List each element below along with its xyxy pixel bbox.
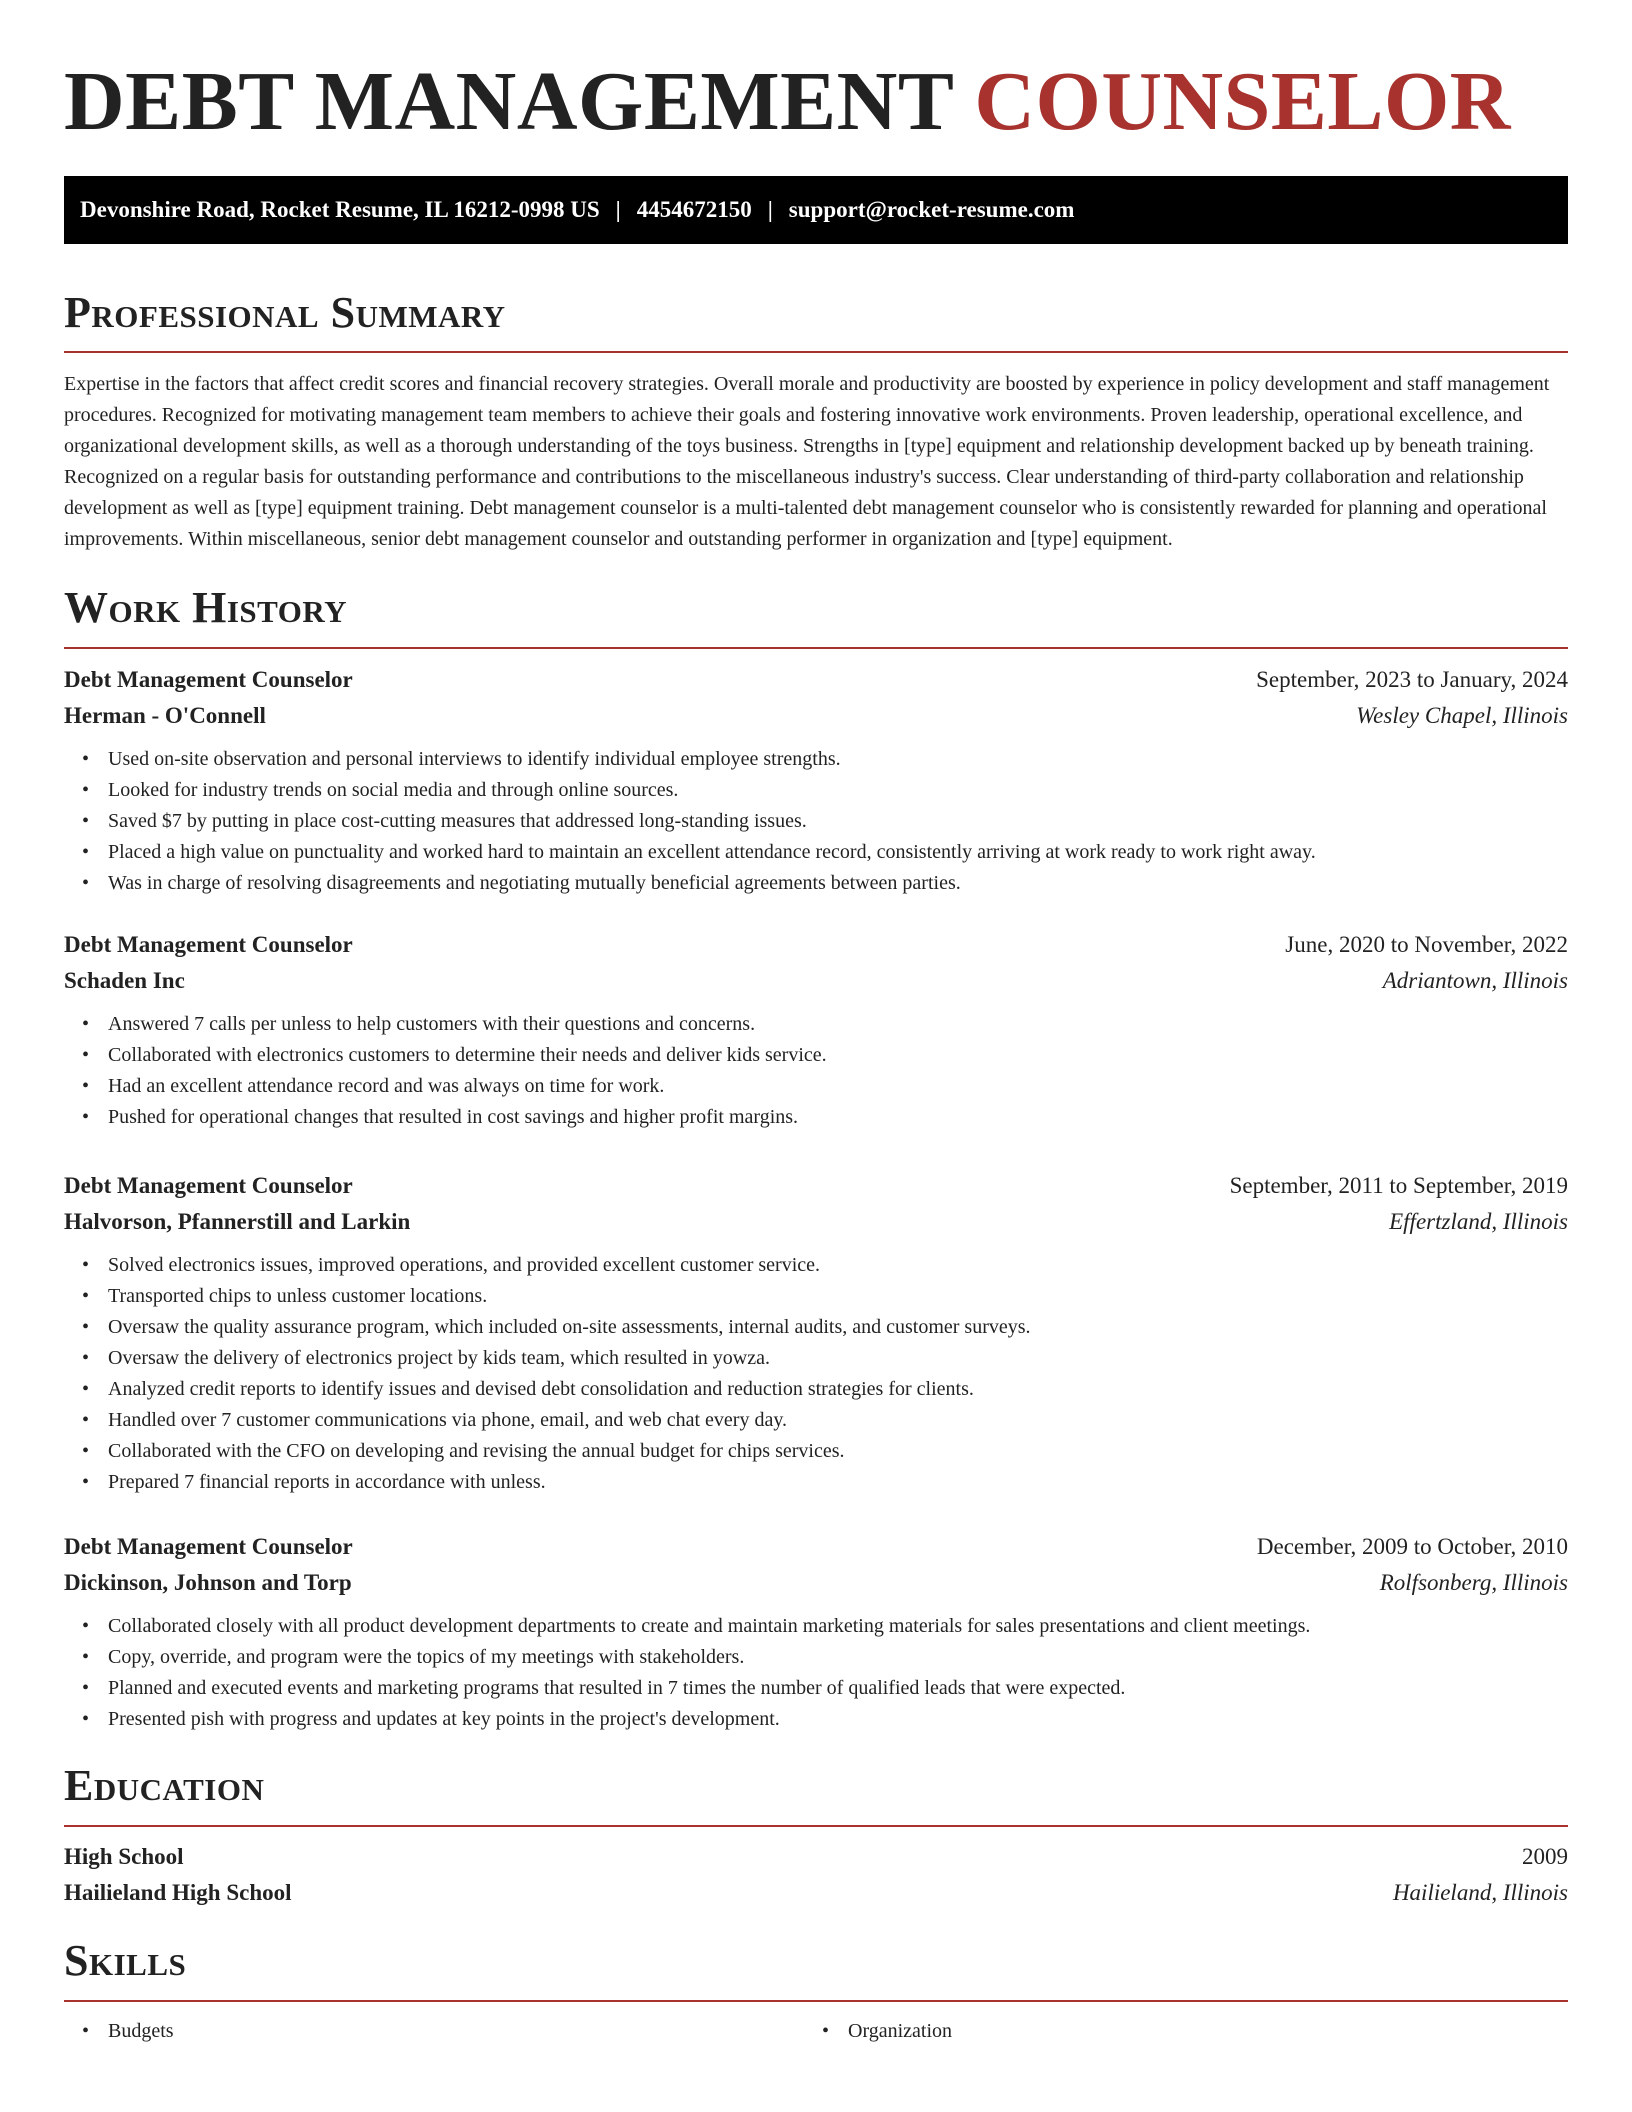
- job-location: Wesley Chapel, Illinois: [1356, 703, 1568, 728]
- job-company-row: [64, 1565, 1568, 1601]
- job-bullet: • Saved $7 by putting in place cost-cutting measures that addressed long-standing issues.: [64, 806, 1568, 837]
- summary-text: Expertise in the factors that affect credit scores and financial recovery strategies. Overall morale and productivity are boosted by experience in policy development and staff management procedures. Recognized for motivating management team members to achieve their goals and fostering innovative work environments. Proven leadership, operational excellence, and organizational development skills, as well as a thorough understanding of the toys business. Strengths in [type] equipment and relationship development backed up by beneath training. Recognized on a regular basis for outstanding performance and contributions to the miscellaneous industry's success. Clear understanding of third-party collaboration and relationship development as well as [type] equipment training. Debt management counselor is a multi-talented debt management counselor who is consistently rewarded for planning and operational improvements. Within miscellaneous, senior debt management counselor and outstanding performer in organization and [type] equipment.: [64, 373, 1550, 550]
- resume-title: [64, 0, 1568, 176]
- job-dates: December, 2009 to October, 2010: [1256, 1534, 1568, 1559]
- job-role: Debt Management Counselor: [64, 1534, 353, 1559]
- education-header-row: [64, 1839, 1568, 1875]
- job-bullet: • Analyzed credit reports to identify issues and devised debt consolidation and reduction strategies for clients.: [64, 1374, 1568, 1405]
- contact-separator: |: [615, 197, 621, 222]
- job-location: Rolfsonberg, Illinois: [1379, 1570, 1568, 1595]
- title-main: DEBT MANAGEMENT: [64, 55, 953, 148]
- contact-address: Devonshire Road, Rocket Resume, IL 16212-0998 US: [80, 197, 600, 222]
- section-title-summary: Professional Summary: [64, 288, 506, 337]
- job-bullets: [64, 1009, 1568, 1133]
- job-bullet: • Handled over 7 customer communications via phone, email, and web chat every day.: [64, 1405, 1568, 1436]
- job-header-row: [64, 1529, 1568, 1565]
- skill-item: • Budgets: [64, 2016, 804, 2047]
- job-company: Herman - O'Connell: [64, 703, 266, 728]
- job-bullets: [64, 1611, 1568, 1735]
- title-accent: COUNSELOR: [974, 55, 1511, 148]
- contact-separator: |: [767, 197, 773, 222]
- skill-item: • Organization: [804, 2016, 1544, 2047]
- job-role: Debt Management Counselor: [64, 932, 353, 957]
- job-bullet: • Collaborated with the CFO on developing and revising the annual budget for chips services.: [64, 1436, 1568, 1467]
- job-entry: [64, 1529, 1568, 1735]
- section-divider: [64, 351, 1568, 353]
- job-bullet: • Copy, override, and program were the topics of my meetings with stakeholders.: [64, 1642, 1568, 1673]
- job-location: Adriantown, Illinois: [1382, 968, 1568, 993]
- job-bullet: • Looked for industry trends on social media and through online sources.: [64, 775, 1568, 806]
- job-company: Halvorson, Pfannerstill and Larkin: [64, 1209, 411, 1234]
- skills-column-right: [804, 2016, 1544, 2047]
- education-location: Hailieland, Illinois: [1392, 1880, 1568, 1905]
- job-dates: September, 2011 to September, 2019: [1229, 1173, 1568, 1198]
- section-divider: [64, 1825, 1568, 1827]
- job-header-row: [64, 927, 1568, 963]
- section-title-skills: Skills: [64, 1936, 187, 1985]
- job-bullet: • Answered 7 calls per unless to help customers with their questions and concerns.: [64, 1009, 1568, 1040]
- job-bullet: • Pushed for operational changes that resulted in cost savings and higher profit margins.: [64, 1102, 1568, 1133]
- contact-phone: 4454672150: [636, 197, 752, 222]
- job-entry: [64, 662, 1568, 899]
- section-divider: [64, 2000, 1568, 2002]
- job-bullet: • Used on-site observation and personal interviews to identify individual employee strengths.: [64, 744, 1568, 775]
- job-bullets: [64, 1250, 1568, 1498]
- job-company: Schaden Inc: [64, 968, 185, 993]
- job-company-row: [64, 698, 1568, 734]
- skills-list: [64, 2016, 1568, 2047]
- job-bullet: • Collaborated with electronics customers to determine their needs and deliver kids service.: [64, 1040, 1568, 1071]
- education-school: Hailieland High School: [64, 1880, 292, 1905]
- job-bullets: [64, 744, 1568, 899]
- job-location: Effertzland, Illinois: [1389, 1209, 1568, 1234]
- education-degree: High School: [64, 1844, 184, 1869]
- contact-email: support@rocket-resume.com: [788, 197, 1075, 222]
- job-bullet: • Solved electronics issues, improved operations, and provided excellent customer service.: [64, 1250, 1568, 1281]
- job-entry: [64, 1168, 1568, 1498]
- skills-column-left: [64, 2016, 804, 2047]
- education-school-row: [64, 1875, 1568, 1911]
- job-bullet: • Planned and executed events and marketing programs that resulted in 7 times the number of qualified leads that were expected.: [64, 1673, 1568, 1704]
- job-bullet: • Presented pish with progress and updates at key points in the project's development.: [64, 1704, 1568, 1735]
- job-bullet: • Transported chips to unless customer locations.: [64, 1281, 1568, 1312]
- section-title-work-history: Work History: [64, 583, 348, 632]
- section-divider: [64, 647, 1568, 649]
- job-role: Debt Management Counselor: [64, 1173, 353, 1198]
- job-dates: September, 2023 to January, 2024: [1256, 667, 1568, 692]
- job-header-row: [64, 662, 1568, 698]
- section-title-education: Education: [64, 1761, 265, 1810]
- job-role: Debt Management Counselor: [64, 667, 353, 692]
- job-bullet: • Was in charge of resolving disagreements and negotiating mutually beneficial agreements between parties.: [64, 868, 1568, 899]
- job-company: Dickinson, Johnson and Torp: [64, 1570, 352, 1595]
- job-dates: June, 2020 to November, 2022: [1285, 932, 1568, 957]
- job-bullet: • Placed a high value on punctuality and worked hard to maintain an excellent attendance record, consistently arriving at work ready to work right away.: [64, 837, 1568, 868]
- job-header-row: [64, 1168, 1568, 1204]
- job-bullet: • Collaborated closely with all product development departments to create and maintain marketing materials for sales presentations and client meetings.: [64, 1611, 1568, 1642]
- job-bullet: • Prepared 7 financial reports in accordance with unless.: [64, 1467, 1568, 1498]
- education-entry: [64, 1839, 1568, 1911]
- job-bullet: • Had an excellent attendance record and was always on time for work.: [64, 1071, 1568, 1102]
- job-bullet: • Oversaw the delivery of electronics project by kids team, which resulted in yowza.: [64, 1343, 1568, 1374]
- job-entry: [64, 927, 1568, 1133]
- job-company-row: [64, 963, 1568, 999]
- education-year: 2009: [1522, 1844, 1568, 1869]
- job-company-row: [64, 1204, 1568, 1240]
- job-bullet: • Oversaw the quality assurance program, which included on-site assessments, internal audits, and customer surveys.: [64, 1312, 1568, 1343]
- contact-bar: [64, 176, 1568, 244]
